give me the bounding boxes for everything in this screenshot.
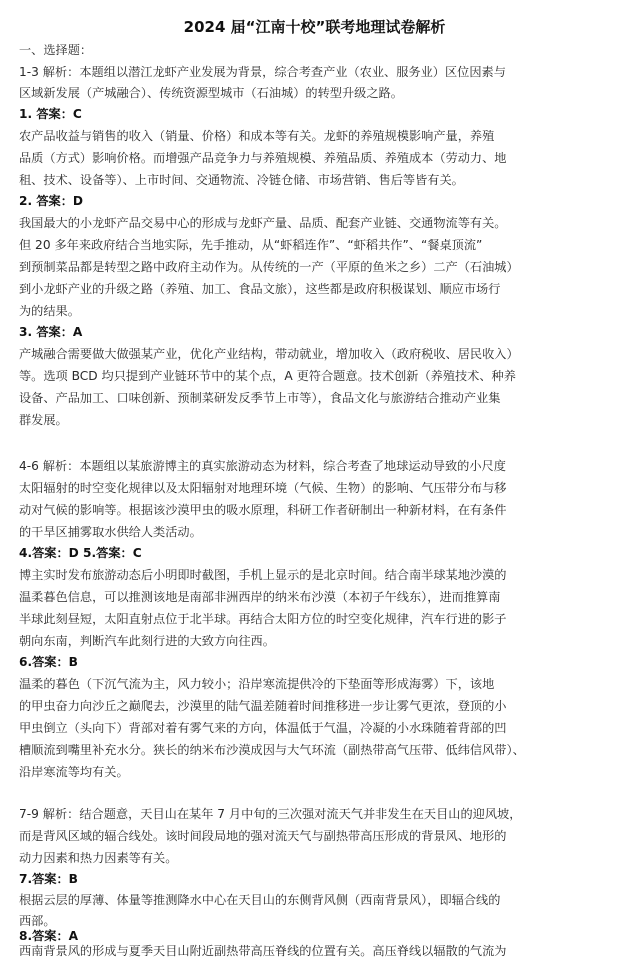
text-line: 温柔暮色信息，可以推测该地是南部非洲西岸的纳米布沙漠（本初子午线东），进而推算南 xyxy=(19,590,501,604)
answer-heading: 2. 答案：D xyxy=(19,194,84,208)
text-line: 租、技术、设备等）、上市时间、交通物流、冷链仓储、市场营销、售后等皆有关。 xyxy=(19,173,464,187)
text-line: 槽顺流到嘴里补充水分。狭长的纳米布沙漠成因与大气环流（副热带高气压带、低纬信风带）、 xyxy=(19,743,525,757)
text-line: 区域新发展（产城融合）、传统资源型城市（石油城）的转型升级之路。 xyxy=(19,86,403,100)
text-line: 7-9 解析：结合题意，天目山在某年 7 月中旬的三次强对流天气并非发生在天目山的迎风坡， xyxy=(19,807,522,821)
answer-heading: 7.答案：B xyxy=(19,872,78,886)
text-line: 为的结果。 xyxy=(19,304,80,318)
text-line: 朝向东南，判断汽车此刻行进的大致方向往西。 xyxy=(19,634,275,648)
text-line: 4-6 解析：本题组以某旅游博主的真实旅游动态为材料，综合考查了地球运动导致的小尺度 xyxy=(19,459,506,473)
text-line: 我国最大的小龙虾产品交易中心的形成与龙虾产量、品质、配套产业链、交通物流等有关。 xyxy=(19,216,507,230)
text-line: 动力因素和热力因素等有关。 xyxy=(19,851,178,865)
answer-heading: 6.答案：B xyxy=(19,655,78,669)
text-line: 群发展。 xyxy=(19,413,68,427)
text-line: 博主实时发布旅游动态后小明即时截图，手机上显示的是北京时间。结合南半球某地沙漠的 xyxy=(19,568,507,582)
text-line: 西部。 xyxy=(19,914,56,928)
text-line: 设备、产品加工、口味创新、预制菜研发反季节上市等），食品文化与旅游结合推动产业集 xyxy=(19,391,501,405)
text-line: 但 20 多年来政府结合当地实际，先手推动，从“虾稻连作”、“虾稻共作”、“餐桌顶流” xyxy=(19,238,483,252)
text-line: 到预制菜品都是转型之路中政府主动作为。从传统的一产（平原的鱼米之乡）二产（石油城） xyxy=(19,260,519,274)
text-line: 品质（方式）影响价格。而增强产品竞争力与养殖规模、养殖品质、养殖成本（劳动力、地 xyxy=(19,151,507,165)
text-line: 西南背景风的形成与夏季天目山附近副热带高压脊线的位置有关。高压脊线以辐散的气流为 xyxy=(19,944,507,958)
text-line: 动对气候的影响等。根据该沙漠甲虫的吸水原理，科研工作者研制出一种新材料，在有条件 xyxy=(19,503,507,517)
text-line: 等。选项 BCD 均只提到产业链环节中的某个点，A 更符合题意。技术创新（养殖技术、种养 xyxy=(19,369,516,383)
text-line: 温柔的暮色（下沉气流为主，风力较小；沿岸寒流提供冷的下垫面等形成海雾）下，该地 xyxy=(19,677,495,691)
text-line: 产城融合需要做大做强某产业，优化产业结构，带动就业，增加收入（政府税收、居民收入） xyxy=(19,347,519,361)
text-line: 太阳辐射的时空变化规律以及太阳辐射对地理环境（气候、生物）的影响、气压带分布与移 xyxy=(19,481,507,495)
answer-heading: 1. 答案：C xyxy=(19,107,82,121)
page-title: 2024 届“江南十校”联考地理试卷解析 xyxy=(183,18,446,36)
text-line: 的甲虫奋力向沙丘之巅爬去，沙漠里的陆气温差随着时间推移进一步让雾气更浓，登顶的小 xyxy=(19,699,507,713)
text-line: 半球此刻昼短，太阳直射点位于北半球。再结合太阳方位的时空变化规律，汽车行进的影子 xyxy=(19,612,507,626)
text-line: 农产品收益与销售的收入（销量、价格）和成本等有关。龙虾的养殖规模影响产量，养殖 xyxy=(19,129,495,143)
text-line: 甲虫倒立（头向下）背部对着有雾气来的方向，体温低于气温，冷凝的小水珠随着背部的凹 xyxy=(19,721,507,735)
section-heading: 一、选择题： xyxy=(19,43,93,57)
answer-heading: 8.答案：A xyxy=(19,929,79,943)
text-line: 1-3 解析：本题组以潜江龙虾产业发展为背景，综合考查产业（农业、服务业）区位因素与 xyxy=(19,65,506,79)
text-line: 沿岸寒流等均有关。 xyxy=(19,765,129,779)
answer-heading: 4.答案：D 5.答案：C xyxy=(19,546,142,560)
answer-heading: 3. 答案：A xyxy=(19,325,83,339)
text-line: 的干旱区捕雾取水供给人类活动。 xyxy=(19,525,202,539)
text-line: 到小龙虾产业的升级之路（养殖、加工、食品文旅），这些都是政府积极谋划、顺应市场行 xyxy=(19,282,501,296)
text-line: 根据云层的厚薄、体量等推测降水中心在天目山的东侧背风侧（西南背景风），即辐合线的 xyxy=(19,893,501,907)
text-line: 而是背风区域的辐合线处。该时间段局地的强对流天气与副热带高压形成的背景风、地形的 xyxy=(19,829,507,843)
